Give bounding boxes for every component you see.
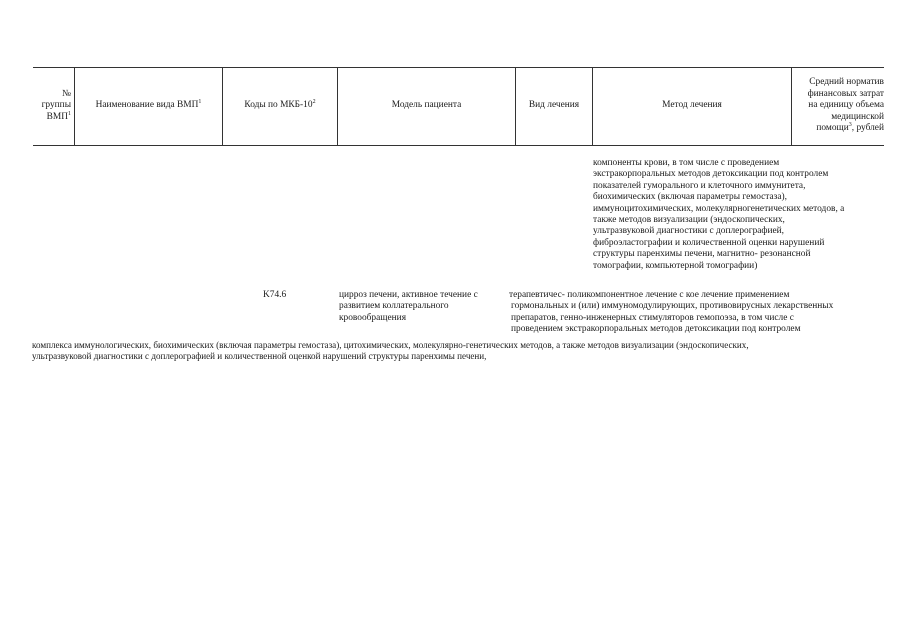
header-group-number: № группы ВМП$^1$: [41, 88, 71, 122]
row1-method-text: компоненты крови, в том числе с проведением экстракорпоральных методов детоксикации под контролем показателей гуморального и клеточного иммунитета, биохимических (включая параметры гемостаза), иммуноцитохимических, молекулярногенетических методов, а также методов визуализации (эндоскопических, ультразвуковой диагностики с доплерографией, фиброэластографии и количественной оценки нарушений структуры паренхимы печени, магнитно- резонансной томографии, компьютерной томографии): [593, 158, 845, 271]
header-vmp-name: Наименование вида ВМП$^1$: [95, 99, 202, 111]
header-treatment-method: Метод лечения: [662, 100, 722, 111]
row2-treatment-method: терапевтичес- поликомпонентное лечение с кое лечение применением гормональных и (или) иммуномодулирующих, противовирусных лекарственных препаратов, генно-инженерных стимуляторов гемопоэза, в том числе с проведением экстракорпоральных методов детоксикации под контролем: [509, 290, 834, 335]
header-cost-norm: Средний норматив финансовых затрат на единицу объема медицинской помощи$^3$, рублей: [807, 77, 884, 134]
header-bottom-rule: [33, 145, 884, 146]
row2-patient-model: цирроз печени, активное течение с развитием коллатерального кровообращения: [339, 290, 478, 323]
row2-overflow-text: комплекса иммунологических, биохимических (включая параметры гемостаза), цитохимических, молекулярно-генетических методов, а также методов визуализации (эндоскопических, ультразвуковой диагностики с доплерографией и количественной оценкой нарушений структуры паренхимы печени,: [32, 340, 749, 362]
header-patient-model: Модель пациента: [391, 100, 462, 111]
header-treatment-type: Вид лечения: [528, 100, 580, 111]
row2-icd-code: K74.6: [263, 290, 287, 300]
header-icd-codes: Коды по МКБ-$10^2$: [244, 99, 316, 111]
